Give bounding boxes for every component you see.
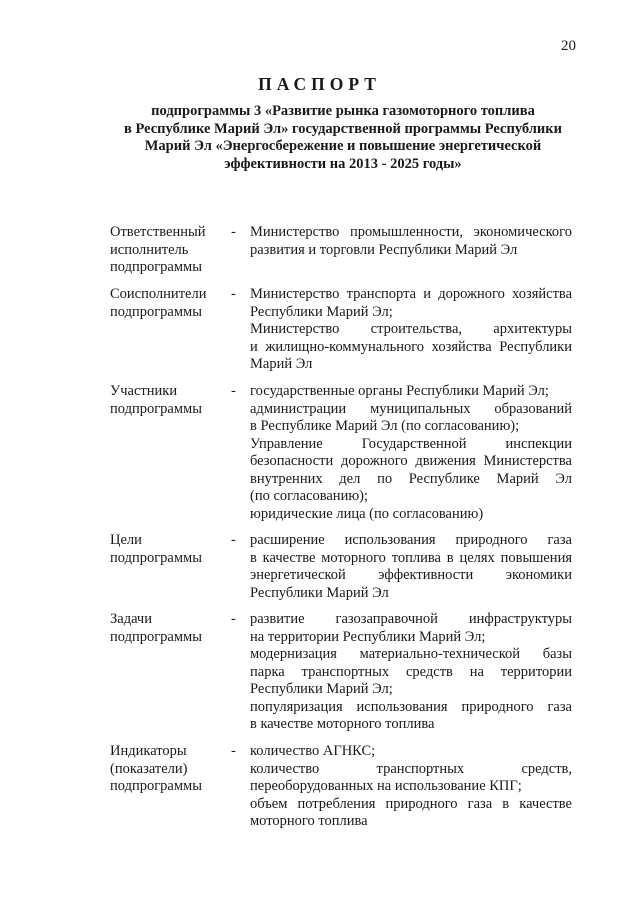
content-line: количество АГНКС; [250,743,376,759]
section-label-line: подпрограммы [110,400,202,417]
section-content [250,383,572,523]
content-line: на территории Республики Марий Эл; [250,628,486,645]
section-dash: - [231,286,236,302]
section-label [110,224,225,277]
section-label-line: подпрограммы [110,778,202,794]
section-content [250,286,572,374]
section-dash: - [231,383,236,399]
content-line: расширение использования природного газа [250,532,572,548]
content-line: моторного топлива [250,813,368,829]
content-line: в качестве моторного топлива [250,716,435,732]
document-title: ПАСПОРТ [258,74,381,94]
content-line: Министерство транспорта и дорожного хозяйства [250,286,572,302]
content-line: Республики Марий Эл; [250,681,393,697]
content-line: Управление Государственной инспекции [250,435,572,452]
section-label-line: Участники [110,383,178,399]
content-line: в качестве моторного топлива в целях повышения [250,549,572,566]
content-line: Марий Эл [250,356,313,372]
content-line: в Республике Марий Эл (по согласованию); [250,418,520,434]
section-content [250,532,572,602]
content-line: и жилищно-коммунального хозяйства Республики [250,338,572,355]
content-line: модернизация материально-технической базы [250,646,572,662]
content-line: Республики Марий Эл; [250,303,393,320]
content-line: Министерство промышленности, экономического [250,224,572,240]
content-line: безопасности дорожного движения Министерства [250,453,572,469]
subtitle-line: в Республике Марий Эл» государственной программы Республики [124,120,562,137]
section-label [110,743,225,796]
section-content [250,743,572,831]
section-label-line: Задачи [110,611,152,627]
section-dash: - [231,743,236,759]
section-label-line: Цели [110,532,142,548]
section-label-line: подпрограммы [110,628,202,645]
content-line: объем потребления природного газа в качестве [250,795,572,812]
section-label [110,286,225,321]
section-label-line: подпрограммы [110,259,202,275]
section-content [250,224,572,259]
content-line: количество транспортных средств, [250,760,572,777]
content-line: Министерство строительства, архитектуры [250,321,572,337]
subtitle-line: подпрограммы 3 «Развитие рынка газомоторного топлива [151,103,535,119]
section-label-line: Соисполнители [110,286,207,302]
section-label-line: исполнитель [110,241,189,258]
subtitle-line: Марий Эл «Энергосбережение и повышение энергетической [144,138,542,154]
section-dash: - [231,224,236,240]
content-line: Республики Марий Эл [250,584,389,601]
section-dash: - [231,532,236,548]
section-label-line: Индикаторы [110,743,187,759]
content-line: развития и торговли Республики Марий Эл [250,241,518,258]
content-line: юридические лица (по согласованию) [250,505,484,522]
content-line: переоборудованных на использование КПГ; [250,778,522,794]
document-subtitle [96,103,590,173]
subtitle-line: эффективности на 2013 - 2025 годы» [224,155,462,172]
content-line: развитие газозаправочной инфраструктуры [250,611,572,627]
section-dash: - [231,611,236,627]
section-label [110,383,225,418]
section-label-line: (показатели) [110,760,188,777]
page-number: 20 [561,38,576,54]
content-line: (по согласованию); [250,488,369,504]
content-line: энергетической эффективности экономики [250,567,572,583]
section-label-line: Ответственный [110,224,206,240]
content-line: парка транспортных средств на территории [250,663,572,680]
content-line: администрации муниципальных образований [250,400,572,417]
content-line: популяризация использования природного газа [250,698,572,715]
section-label-line: подпрограммы [110,549,202,566]
section-label [110,532,225,567]
content-line: внутренних дел по Республике Марий Эл [250,470,572,487]
content-line: государственные органы Республики Марий Эл; [250,383,549,399]
section-label-line: подпрограммы [110,303,202,320]
section-content [250,611,572,734]
section-label [110,611,225,646]
